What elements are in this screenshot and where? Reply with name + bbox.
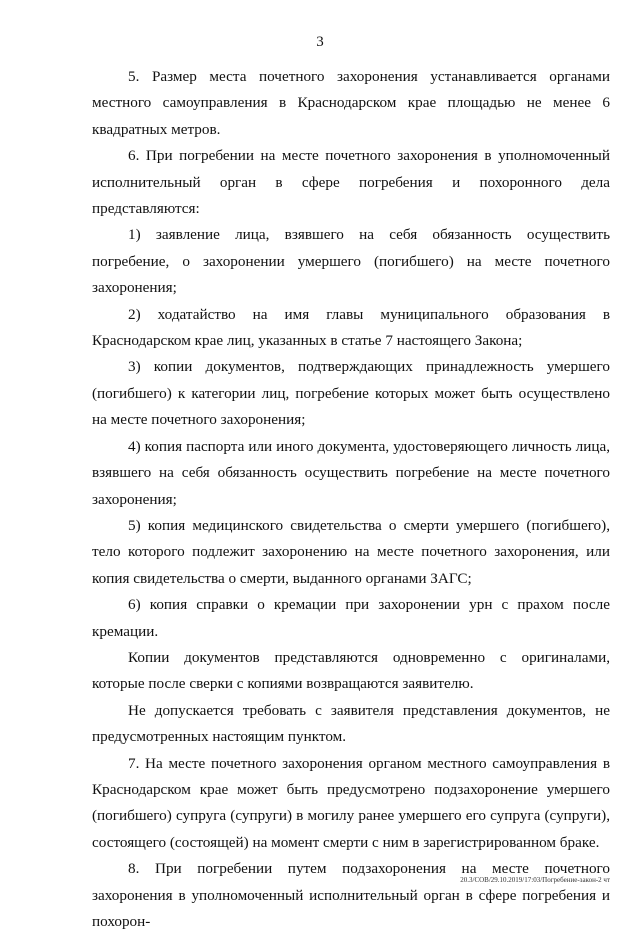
list-item-4: 4) копия паспорта или иного документа, удостоверяющего личность лица, взявшего на себя обязанность осуществить погребение на месте почетного захоронения;: [92, 437, 610, 508]
page-number: 3: [316, 34, 324, 50]
paragraph-5: 5. Размер места почетного захоронения устанавливается органами местного самоуправления в Краснодарском крае площадью не менее 6 квадратных метров.: [92, 68, 610, 138]
paragraph-restriction-note: Не допускается требовать с заявителя представления документов, не предусмотренных настоящим пунктом.: [92, 701, 610, 746]
paragraph-6: 6. При погребении на месте почетного захоронения в уполномоченный исполнительный орган в сфере погребения и похоронного дела представляются:: [92, 147, 610, 218]
paragraph-copies-note: Копии документов представляются одновременно с оригиналами, которые после сверки с копиями возвращаются заявителю.: [92, 648, 610, 693]
list-item-3: 3) копии документов, подтверждающих принадлежность умершего (погибшего) к категории лиц, погребение которых может быть осуществлено на месте почетного захоронения;: [92, 358, 610, 429]
list-item-1: 1) заявление лица, взявшего на себя обязанность осуществить погребение, о захоронении умершего (погибшего) на месте почетного захоронения;: [92, 226, 610, 297]
list-item-5: 5) копия медицинского свидетельства о смерти умершего (погибшего), тело которого подлежит захоронению на месте почетного захоронения, или копия свидетельства о смерти, выданного органами ЗАГС;: [92, 516, 610, 587]
list-item-6: 6) копия справки о кремации при захоронении урн с прахом после кремации.: [92, 596, 610, 640]
document-footer: 20.3/СОВ/29.10.2019/17:03/Погребение-закон-2 чт: [460, 876, 610, 884]
paragraph-8: 8. При погребении путем подзахоронения на месте почетного захоронения в уполномоченный исполнительный орган в сфере погребения и похорон-: [92, 860, 610, 930]
document-body: [92, 64, 610, 935]
paragraph-7: 7. На месте почетного захоронения органом местного самоуправления в Краснодарском крае может быть предусмотрено подзахоронение умершего (погибшего) супруга (супруги) в могилу ранее умершего его супруга (супруги), состоящего (состоящей) на момент смерти с ним в зарегистрированном браке.: [92, 754, 610, 851]
list-item-2: 2) ходатайство на имя главы муниципального образования в Краснодарском крае лиц, указанных в статье 7 настоящего Закона;: [92, 305, 610, 350]
